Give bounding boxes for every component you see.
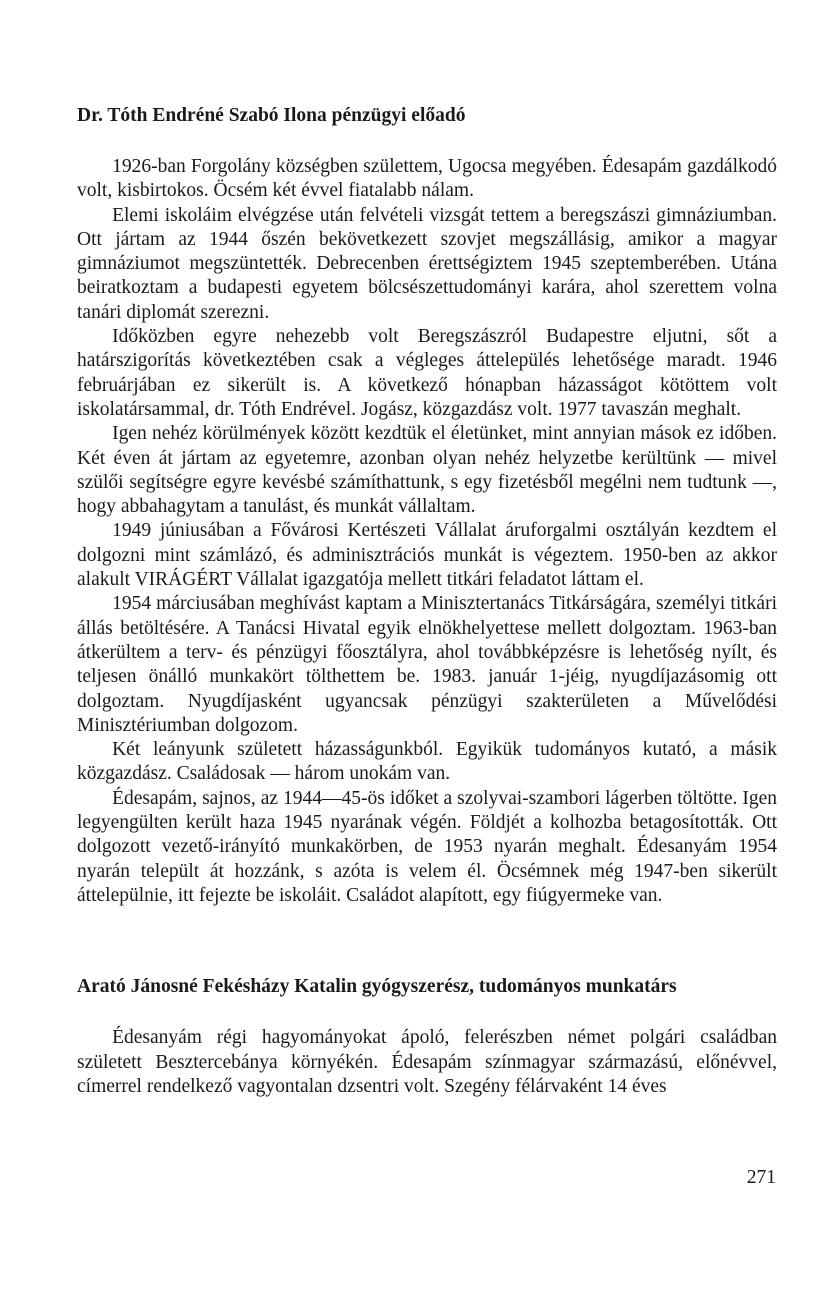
paragraph: Édesapám, sajnos, az 1944—45-ös időket a szolyvai-szambori lágerben töltötte. Igen legyengülten került haza 1945 nyarának végén. Földjét a kolhozba betagosították. Ott dolgozott vezető-irányító munkakörben, de 1953 nyarán meghalt. Édesanyám 1954 nyarán települt át hozzánk, s azóta is velem él. Öcsémnek még 1947-ben sikerült áttelepülnie, itt fejezte be iskoláit. Családot alapított, egy fiúgyermeke van. [77,787,777,906]
paragraph: Két leányunk született házasságunkból. Egyikük tudományos kutató, a másik közgazdász. Családosak — három unokám van. [77,739,777,785]
entry-heading [77,103,777,129]
paragraph: 1949 júniusában a Fővárosi Kertészeti Vállalat áruforgalmi osztályán kezdtem el dolgozni mint számlázó, és adminisztrációs munkát is végeztem. 1950-ben az akkor alakult VIRÁGÉRT Vállalat igazgatója mellett titkári feladatot láttam el. [77,520,777,591]
document-page [77,103,777,1099]
paragraph: Időközben egyre nehezebb volt Beregszászról Budapestre eljutni, sőt a határszigorítás következtében csak a végleges áttelepülés lehetősége maradt. 1946 februárjában ez sikerült is. A következő hónapban házasságot kötöttem volt iskolatársammal, dr. Tóth Endrével. Jogász, közgazdász volt. 1977 tavaszán meghalt. [77,326,777,420]
entry-toth-endrene [77,103,777,908]
paragraph: 1926-ban Forgolány községben születtem, Ugocsa megyében. Édesapám gazdálkodó volt, kisbirtokos. Öcsém két évvel fiatalabb nálam. [77,156,777,202]
entry-arato-janosne [77,974,777,1099]
person-name: Dr. Tóth Endréné Szabó Ilona [77,105,327,126]
page-number: 271 [746,1167,776,1188]
person-role: gyógyszerész, tudományos munkatárs [361,976,677,998]
entry-body [77,155,777,908]
person-name: Arató Jánosné Fekésházy Katalin [77,976,358,998]
entry-heading [77,974,777,1000]
paragraph: 1954 márciusában meghívást kaptam a Minisztertanács Titkárságára, személyi titkári állás betöltésére. A Tanácsi Hivatal egyik elnökhelyettese mellett dolgoztam. 1963-ban átkerültem a terv- és pénzügyi főosztályra, ahol továbbképzésre is lehetőség nyílt, és teljesen önálló munkakört tölthettem be. 1983. január 1-jéig, nyugdíjazásomig ott dolgoztam. Nyugdíjasként ugyancsak pénzügyi szakterületen a Művelődési Minisztériumban dolgozom. [77,593,777,736]
entry-body [77,1026,777,1099]
paragraph: Édesanyám régi hagyományokat ápoló, felerészben német polgári családban született Besztercebánya környékén. Édesapám színmagyar származású, előnévvel, címerrel rendelkező vagyontalan dzsentri volt. Szegény félárvaként 14 éves [77,1027,777,1097]
paragraph: Igen nehéz körülmények között kezdtük el életünket, mint annyian mások ez időben. Két éven át jártam az egyetemre, azonban olyan nehéz helyzetbe kerültünk — mivel szülői segítségre egyre kevésbé számíthattunk, s egy fizetésből megélni nem tudtunk —, hogy abbahagytam a tanulást, és munkát vállaltam. [77,423,777,518]
paragraph: Elemi iskoláim elvégzése után felvételi vizsgát tettem a beregszászi gimnáziumban. Ott jártam az 1944 őszén bekövetkezett szovjet megszállásig, amikor a magyar gimnáziumot megszüntették. Debrecenben érettségiztem 1945 szeptemberében. Utána beiratkoztam a budapesti egyetem bölcsészettudományi karára, ahol szerettem volna tanári diplomát szerezni. [77,204,777,323]
person-role: pénzügyi előadó [331,105,466,126]
